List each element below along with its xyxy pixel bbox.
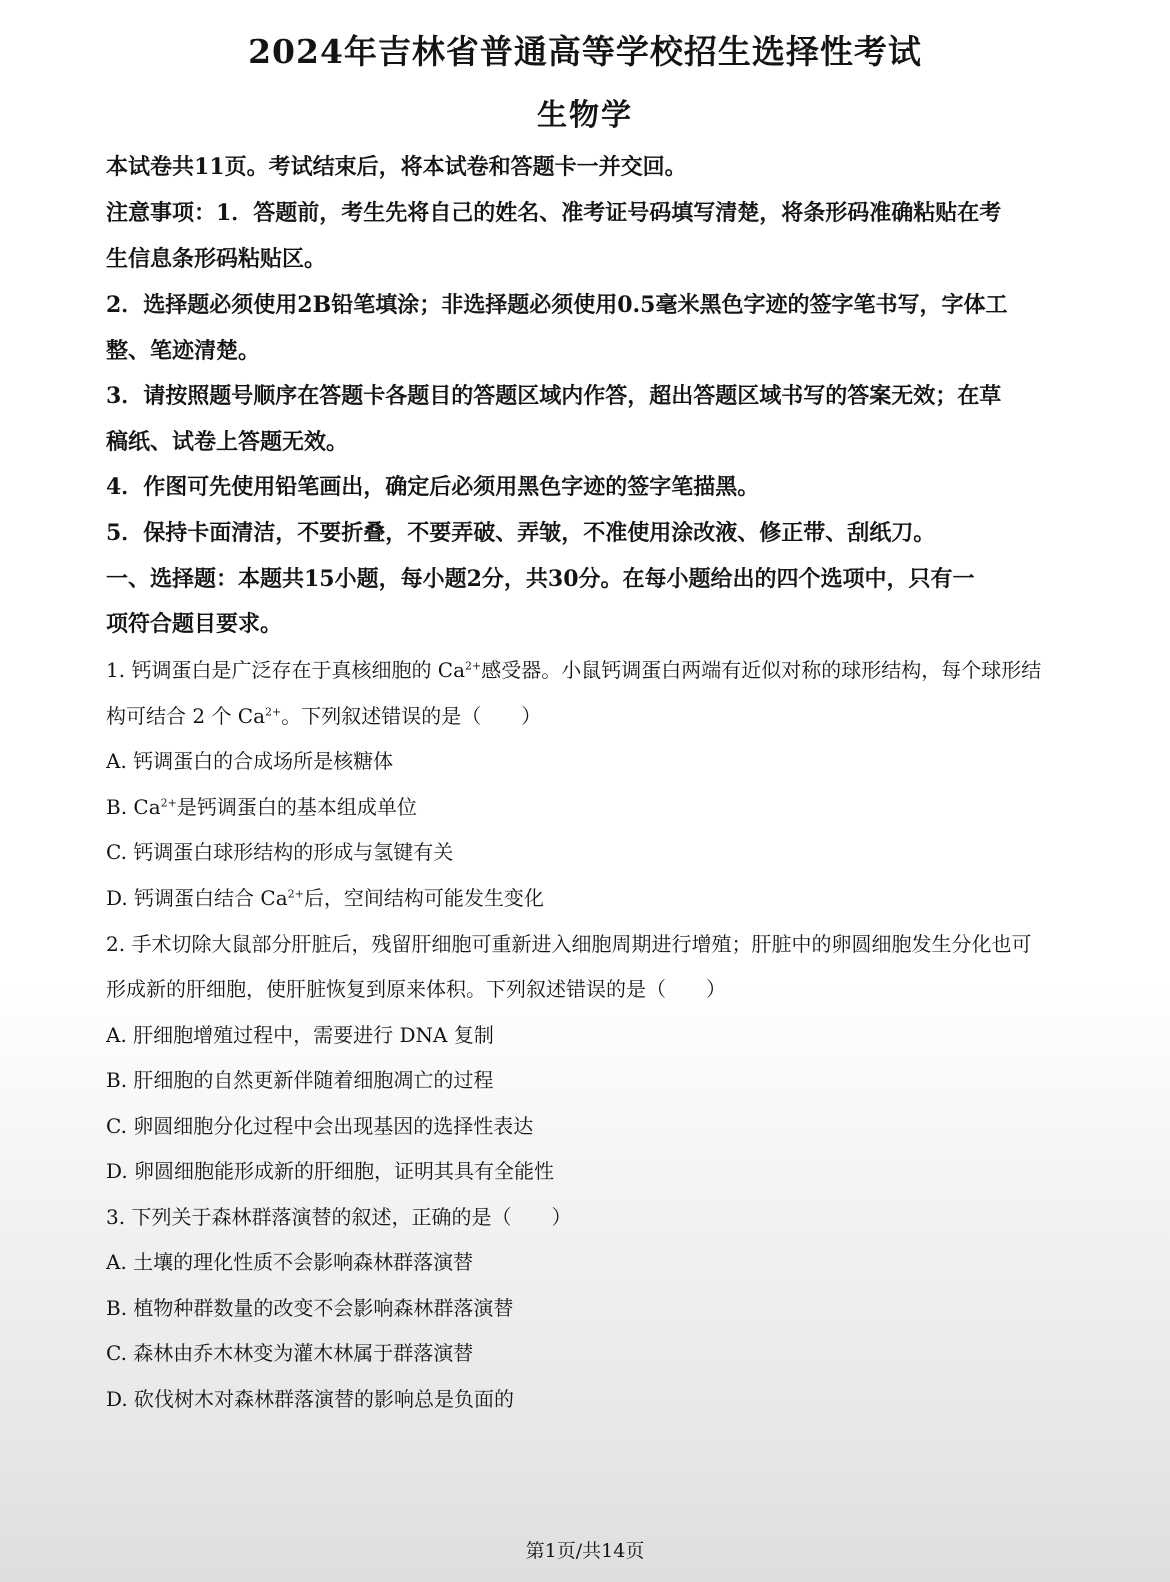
note-3-line-a: 3．请按照题号顺序在答题卡各题目的答题区域内作答，超出答题区域书写的答案无效；在草 [106, 383, 1002, 409]
note-2-line-a: 2．选择题必须使用2B铅笔填涂；非选择题必须使用0.5毫米黑色字迹的签字笔书写，字体工 [106, 292, 1008, 318]
q1-option-b: B. $Ca^{2+}$是钙调蛋白的基本组成单位 [106, 795, 417, 819]
note-2-line-b: 整、笔迹清楚。 [106, 338, 261, 364]
q2-option-b: B. 肝细胞的自然更新伴随着细胞凋亡的过程 [106, 1068, 494, 1092]
q1-stem-line-b: 构可结合 2 个 $Ca^{2+}$。下列叙述错误的是（ ） [106, 704, 542, 728]
q2-option-d: D. 卵圆细胞能形成新的肝细胞，证明其具有全能性 [106, 1159, 555, 1183]
q1-option-a: A. 钙调蛋白的合成场所是核糖体 [106, 749, 394, 773]
exam-subject: 生物学 [537, 98, 633, 133]
q2-stem-line-b: 形成新的肝细胞，使肝脏恢复到原来体积。下列叙述错误的是（ ） [106, 977, 726, 1001]
q3-option-d: D. 砍伐树木对森林群落演替的影响总是负面的 [106, 1387, 515, 1411]
section-1-heading-a: 一、选择题：本题共15小题，每小题2分，共30分。在每小题给出的四个选项中，只有一 [106, 566, 975, 592]
q2-option-a: A. 肝细胞增殖过程中，需要进行 DNA 复制 [106, 1023, 494, 1047]
q1-option-d: D. 钙调蛋白结合 $Ca^{2+}$后，空间结构可能发生变化 [106, 886, 544, 910]
q2-stem-line-a: 2. 手术切除大鼠部分肝脏后，残留肝细胞可重新进入细胞周期进行增殖；肝脏中的卵圆细胞发生分化也可 [106, 932, 1032, 956]
q2-option-c: C. 卵圆细胞分化过程中会出现基因的选择性表达 [106, 1114, 534, 1138]
note-1-line-b: 生信息条形码粘贴区。 [106, 246, 327, 272]
q3-option-b: B. 植物种群数量的改变不会影响森林群落演替 [106, 1296, 514, 1320]
q3-stem: 3. 下列关于森林群落演替的叙述，正确的是（ ） [106, 1205, 572, 1229]
note-4-line: 4．作图可先使用铅笔画出，确定后必须用黑色字迹的签字笔描黑。 [106, 474, 760, 500]
intro-line: 本试卷共11页。考试结束后，将本试卷和答题卡一并交回。 [106, 154, 687, 180]
page-number: 第1页/共14页 [525, 1540, 645, 1562]
q1-option-c: C. 钙调蛋白球形结构的形成与氢键有关 [106, 840, 454, 864]
exam-title: 2024年吉林省普通高等学校招生选择性考试 [248, 32, 922, 71]
note-3-line-b: 稿纸、试卷上答题无效。 [106, 429, 349, 455]
section-1-heading-b: 项符合题目要求。 [106, 611, 283, 637]
q3-option-a: A. 土壤的理化性质不会影响森林群落演替 [106, 1250, 474, 1274]
note-5-line: 5．保持卡面清洁，不要折叠，不要弄破、弄皱，不准使用涂改液、修正带、刮纸刀。 [106, 520, 936, 546]
q3-option-c: C. 森林由乔木林变为灌木林属于群落演替 [106, 1341, 474, 1365]
note-1-line-a: 注意事项：1．答题前，考生先将自己的姓名、准考证号码填写清楚，将条形码准确粘贴在考 [106, 200, 1002, 226]
q1-stem-line-a: 1. 钙调蛋白是广泛存在于真核细胞的 $Ca^{2+}$感受器。小鼠钙调蛋白两端有近似对称的球形结构，每个球形结 [106, 658, 1042, 682]
